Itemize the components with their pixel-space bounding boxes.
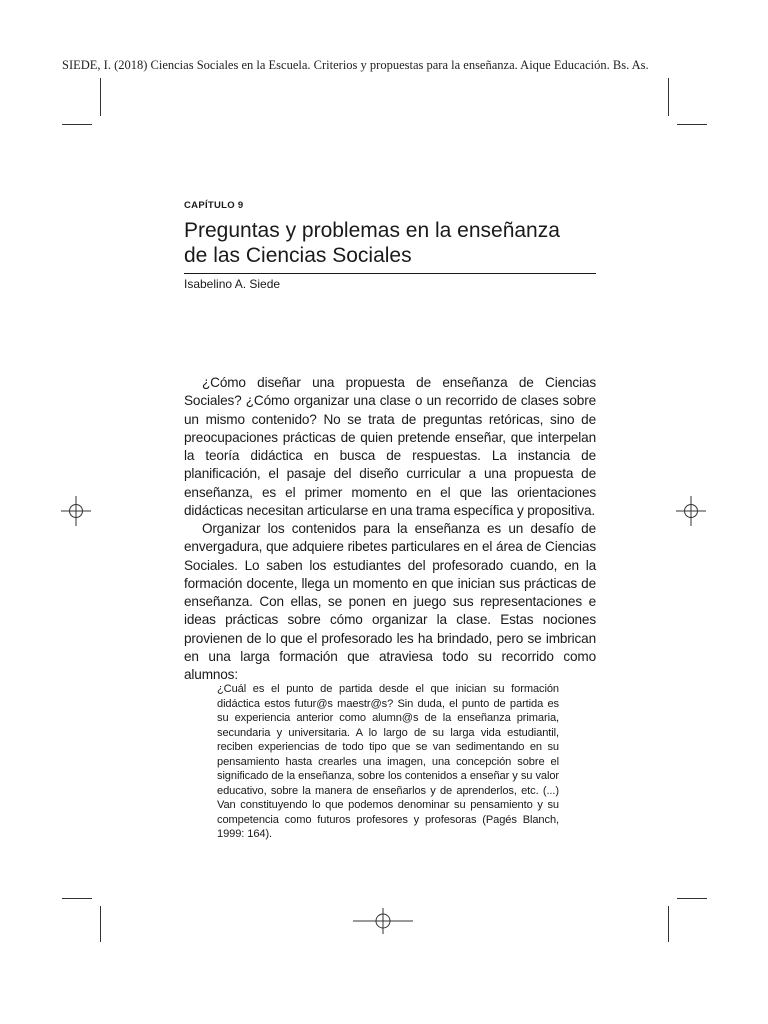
crop-mark-bottom-right [677, 898, 707, 899]
citation-header: SIEDE, I. (2018) Ciencias Sociales en la Escuela. Criterios y propuestas para la enseñanza. Aique Educación. Bs. As. [62, 58, 649, 72]
registration-mark-right-icon [676, 496, 706, 526]
title-rule [184, 273, 596, 274]
registration-mark-left-icon [61, 496, 91, 526]
body-paragraph-2: Organizar los contenidos para la enseñanza es un desafío de envergadura, que adquiere ribetes particulares en el área de Ciencias Sociales. Lo saben los estudiantes del profesorado cuando, en la formación docente, llega un momento en que inician sus prácticas de enseñanza. Con ellas, se ponen en juego sus representaciones e ideas prácticas sobre cómo organizar la clase. Estas nociones provienen de lo que el profesorado les ha brindado, pero se imbrican en una larga formación que atraviesa todo su recorrido como alumnos: [184, 521, 596, 682]
chapter-label: CAPÍTULO 9 [184, 200, 244, 211]
crop-mark-bottom-left [62, 898, 92, 899]
body-paragraph-1: ¿Cómo diseñar una propuesta de enseñanza de Ciencias Sociales? ¿Cómo organizar una clase o un recorrido de clases sobre un mismo contenido? No se trata de preguntas retóricas, sino de preocupaciones prácticas de quien pretende enseñar, que interpelan la teoría didáctica en busca de respuestas. La instancia de planificación, el pasaje del diseño curricular a una propuesta de enseñanza, es el primer momento en el que las orientaciones didácticas necesitan articularse en una trama específica y propositiva. [184, 375, 596, 518]
crop-mark-bottom-left-vertical [100, 906, 101, 942]
author-name: Isabelino A. Siede [184, 277, 281, 291]
chapter-title [184, 218, 604, 268]
crop-mark-top-left [62, 124, 92, 125]
chapter-title-line-1: Preguntas y problemas en la enseñanza [184, 219, 560, 242]
registration-mark-bottom-icon [353, 906, 413, 936]
chapter-title-line-2: de las Ciencias Sociales [184, 244, 412, 267]
body-text [184, 374, 596, 684]
block-quote: ¿Cuál es el punto de partida desde el que inician su formación didáctica estos futur@s maestr@s? Sin duda, el punto de partida es su experiencia anterior como alumn@s de la enseñanza primaria, secundaria y universitaria. A lo largo de su larga vida estudiantil, reciben experiencias de todo tipo que se van sedimentando en su pensamiento hasta crearles una imagen, una concepción sobre el significado de la enseñanza, sobre los contenidos a enseñar y su valor educativo, sobre la manera de enseñarlos y de aprenderlos, etc. (...) Van constituyendo lo que podemos denominar su pensamiento y su competencia como futuros profesores y profesoras (Pagés Blanch, 1999: 164). [217, 683, 559, 840]
crop-mark-bottom-right-vertical [668, 906, 669, 942]
crop-mark-top-right [677, 124, 707, 125]
crop-mark-top-left-vertical [100, 78, 101, 116]
crop-mark-top-right-vertical [668, 78, 669, 116]
